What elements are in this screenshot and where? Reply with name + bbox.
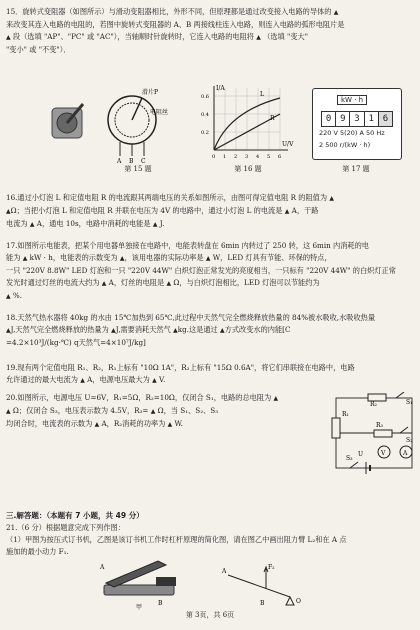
- section-3-title: 三.解答题：（本题有 7 小题，共 49 分）: [6, 511, 144, 520]
- figure-17-energy-meter: kW · h 0 9 3 1 6 220 V 5(20) A 50 Hz 2 500 r/(kW · h): [312, 88, 402, 160]
- q15-line1: 15．旋转式变阻器（如图所示）与滑动变阻器相比，外形不同，但原理都是通过改变接入电路的导体的: [6, 7, 332, 16]
- svg-text:0: 0: [212, 154, 216, 160]
- svg-text:B: B: [260, 600, 265, 607]
- figure-15-rotary-rheostat: [50, 84, 170, 164]
- svg-text:B: B: [158, 600, 163, 607]
- q15-line3: 段（选填 "AP"、"PC" 或 "AC"），当轴顺时针旋转时，它连入电路的电阻将: [12, 32, 254, 41]
- pivot-o: [286, 597, 294, 605]
- svg-text:滑片P: 滑片P: [142, 89, 159, 96]
- svg-text:O: O: [296, 598, 301, 605]
- svg-text:A: A: [403, 450, 408, 457]
- switch-s3: [350, 462, 358, 468]
- svg-text:3: 3: [245, 154, 249, 160]
- switch-s2: [400, 427, 408, 433]
- svg-text:6: 6: [278, 154, 282, 160]
- svg-text:5: 5: [267, 154, 271, 160]
- svg-text:R₃: R₃: [376, 422, 383, 429]
- lever-bar: [228, 575, 290, 597]
- meter-digits: 0 9 3 1 6: [321, 111, 393, 127]
- svg-text:4: 4: [256, 154, 260, 160]
- svg-text:0.2: 0.2: [201, 130, 209, 136]
- stapler-icon: [104, 561, 176, 595]
- resistor-r3: [374, 430, 392, 437]
- caption-16: 第 16 题: [234, 165, 262, 173]
- svg-text:A: A: [222, 568, 227, 575]
- switch-s1: [396, 392, 404, 398]
- question-15: 15．旋转式变阻器（如图所示）与滑动变阻器相比，外形不同，但原理都是通过改变接入电路的导体的 ▲ 来改变其连入电路的电阻的，若图中旋转式变阻器的 A、B 两接线柱连入电路，则连入电路的弧形电阻片是 ▲ 段（选填 "AP"、"PC" 或 "AC"），当轴顺时针旋转时，它连入电路的电阻将 ▲ （选填 "变大" "变小" 或 "不变"）．: [6, 7, 345, 54]
- svg-text:V: V: [381, 450, 386, 457]
- svg-text:2: 2: [234, 154, 238, 160]
- svg-text:U: U: [358, 451, 364, 458]
- svg-text:F₂: F₂: [268, 564, 275, 571]
- svg-text:R₂: R₂: [370, 401, 377, 408]
- svg-text:0.4: 0.4: [201, 112, 209, 118]
- figure-20-circuit: [330, 392, 418, 474]
- q15-line4: "变小" 或 "不变"）．: [6, 45, 71, 54]
- svg-text:S₁: S₁: [406, 399, 413, 406]
- svg-text:R: R: [270, 115, 275, 122]
- svg-text:甲: 甲: [136, 604, 143, 610]
- svg-text:S₂: S₂: [406, 437, 413, 444]
- svg-text:电阻丝: 电阻丝: [150, 109, 169, 116]
- svg-text:B: B: [129, 158, 134, 164]
- svg-text:R₁: R₁: [342, 411, 349, 418]
- svg-text:U/V: U/V: [282, 141, 294, 148]
- question-18: 18.天然气热水器将 40kg 的水由 15℃加热到 65℃,此过程中天然气完全燃烧释放热量的 84%被水吸收,水吸收热量 ▲J,天然气完全燃烧释放的热量为 ▲J,需要消耗天然气 ▲kg.这是通过 ▲方式改变水的内能[C =4.2×10³J/(kg·℃) q天然气=4×10⁷J/kg]: [6, 313, 376, 347]
- svg-text:I/A: I/A: [216, 85, 225, 92]
- svg-text:L: L: [260, 91, 264, 98]
- svg-text:A: A: [117, 158, 122, 164]
- svg-text:1: 1: [223, 154, 227, 160]
- page-footer: 第 3页，共 6页: [185, 611, 235, 619]
- svg-text:A: A: [100, 564, 105, 571]
- slider-arm: [132, 98, 142, 120]
- figure-16-iv-graph: [200, 84, 295, 164]
- rheostat-photo-icon: [52, 104, 83, 138]
- svg-text:0.6: 0.6: [201, 94, 209, 100]
- q15-line2: 来改变其连入电路的电阻的，若图中旋转式变阻器的 A、B 两接线柱连入电路，则连入电路的弧形电阻片是: [6, 20, 345, 29]
- question-21: 21.（6 分）根据题意完成下列作图： （1）甲图为按压式订书机，乙图是该订书机工作时杠杆原理的简化图，请在图乙中画出阻力臂 L₂和在 A 点 施加的最小动力 F₁.: [6, 523, 347, 556]
- question-19: 19.现有两个定值电阻 R₁、R₂，R₁上标有 "10Ω 1A"，R₂上标有 "15Ω 0.6A"，将它们串联接在电路中，电路 允许通过的最大电流为 ▲ A，电源电压最大为 ▲ V.: [6, 363, 355, 384]
- figure-21-stapler: [96, 555, 356, 610]
- caption-17: 第 17 题: [342, 165, 370, 173]
- question-17: 17.如图所示电能表，把某个用电器单独接在电路中，电能表转盘在 6min 内转过了 250 转，这 6min 内消耗的电 能为 ▲ kW · h，电能表的示数变为 ▲，该用电器的实际功率是 ▲ W，LED 灯具有节能、环保的特点， 一只 "220V 8.8W" LED 灯泡和一只 "220V 44W" 白炽灯泡正常发光的亮度相当，一只标有 "220V 44W" 的白炽灯正常 发光时通过灯丝的电流大约为 ▲ A，灯丝的电阻是 ▲ Ω，与白炽灯泡相比，LED 灯泡可以节能约为 ▲ %.: [6, 241, 396, 300]
- svg-text:C: C: [141, 158, 146, 164]
- question-20: 20.如图所示，电源电压 U=6V，R₁=5Ω，R₂=10Ω，仅闭合 S₁，电路的总电阻为 ▲ ▲ Ω；仅闭合 S₃，电压表示数为 4.5V，R₃= ▲ Ω，当 S₁、S₂、S₃ 均闭合时，电流表的示数为 ▲ A，R₂消耗的功率为 ▲ W.: [6, 393, 279, 428]
- resistor-r2: [368, 394, 386, 401]
- svg-text:S₃: S₃: [346, 455, 353, 462]
- question-16: 16.通过小灯泡 L 和定值电阻 R 的电流跟其两端电压的关系如图所示，由图可得定值电阻 R 的阻值为 ▲ ▲Ω；当把小灯泡 L 和定值电阻 R 并联在电压为 4V 的电路中，通过小灯泡 L 的电流是 ▲ A，干路 电流为 ▲ A，通电 10s，电路中消耗的电能是 ▲ J.: [6, 193, 334, 228]
- resistor-r1: [332, 418, 340, 438]
- caption-15: 第 15 题: [124, 165, 152, 173]
- figures-15-17: [50, 84, 410, 176]
